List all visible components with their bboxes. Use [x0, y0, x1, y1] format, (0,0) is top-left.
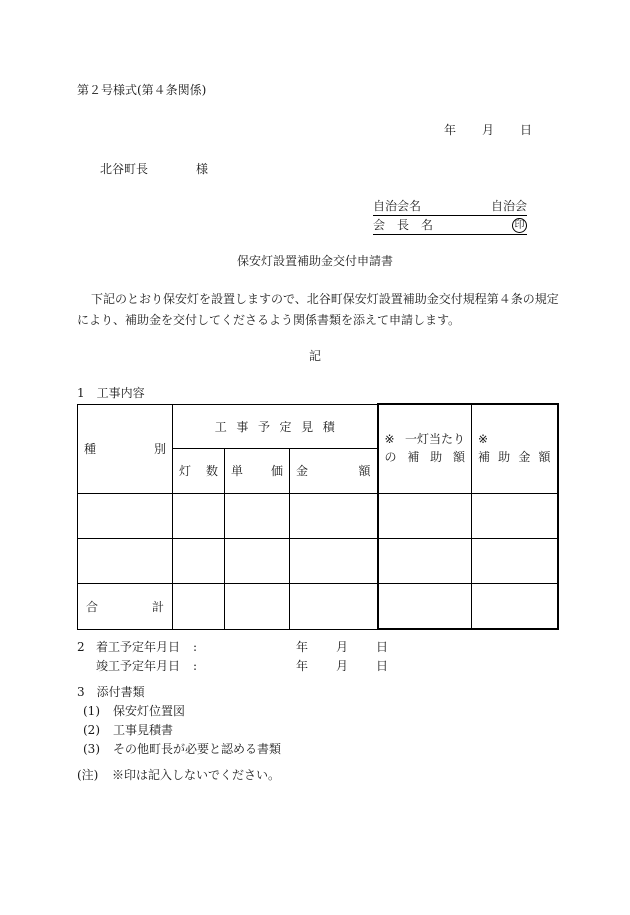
light-count-header: 灯 数	[173, 448, 225, 493]
type-cell[interactable]	[78, 538, 173, 583]
unit-price-cell[interactable]	[225, 538, 290, 583]
association-label: 自治会名	[373, 199, 422, 213]
unit-price-cell[interactable]	[225, 493, 290, 538]
ki-heading: 記	[308, 349, 321, 363]
total-per-light-cell[interactable]	[378, 583, 472, 629]
estimate-header: 工 事 予 定 見 積	[173, 404, 378, 448]
start-date-field[interactable]: 年 月 日	[296, 640, 389, 654]
date-line	[444, 124, 532, 136]
addressee-name: 北谷町長	[100, 162, 149, 176]
start-date-colon: :	[193, 640, 198, 654]
table-row	[78, 493, 558, 538]
end-date-field[interactable]: 年 月 日	[296, 659, 389, 673]
subsidy-cell[interactable]	[472, 493, 558, 538]
section-1-heading: 1 工事内容	[77, 386, 145, 400]
type-header: 種 別	[78, 404, 173, 493]
president-label: 会 長 名	[373, 218, 434, 232]
per-light-cell[interactable]	[378, 538, 472, 583]
total-label: 合 計	[78, 583, 173, 629]
addressee	[100, 163, 208, 175]
total-amount-cell[interactable]	[290, 583, 378, 629]
form-number: 第２号様式(第４条関係)	[77, 83, 207, 97]
footnote: (注) ※印は記入しないでください。	[77, 768, 281, 782]
document-title: 保安灯設置補助金交付申請書	[236, 254, 393, 268]
end-date-label: 竣工予定年月日	[96, 659, 181, 673]
association-name-field[interactable]	[373, 198, 527, 216]
end-date-colon: :	[193, 659, 198, 673]
date-year: 年	[444, 123, 457, 137]
start-date-label: 着工予定年月日	[96, 640, 181, 654]
table-row	[78, 538, 558, 583]
total-count-cell[interactable]	[173, 583, 225, 629]
per-light-subsidy-header: ※ 一灯当たり の 補 助 額	[378, 404, 472, 493]
total-unit-price-cell[interactable]	[225, 583, 290, 629]
type-cell[interactable]	[78, 493, 173, 538]
work-content-table	[77, 403, 559, 630]
amount-cell[interactable]	[290, 493, 378, 538]
amount-header: 金 額	[290, 448, 378, 493]
date-month: 月	[482, 123, 495, 137]
subsidy-cell[interactable]	[472, 538, 558, 583]
per-light-cell[interactable]	[378, 493, 472, 538]
total-subsidy-cell[interactable]	[472, 583, 558, 629]
count-cell[interactable]	[173, 538, 225, 583]
body-line-2: により、補助金を交付してくださるよう関係書類を添えて申請します。	[77, 313, 461, 327]
total-row	[78, 583, 558, 629]
body-line-1: 下記のとおり保安灯を設置しますので、北谷町保安灯設置補助金交付規程第４条の規定	[91, 292, 559, 306]
association-suffix: 自治会	[490, 199, 527, 213]
count-cell[interactable]	[173, 493, 225, 538]
applicant-block	[373, 198, 527, 236]
list-item: (2) 工事見積書	[83, 723, 174, 737]
seal-mark: 印	[512, 218, 527, 233]
list-item: (3) その他町長が必要と認める書類	[83, 742, 282, 756]
unit-price-header: 単 価	[225, 448, 290, 493]
section-3-heading: 3 添付書類	[77, 685, 145, 699]
list-item: (1) 保安灯位置図	[83, 704, 186, 718]
date-day: 日	[520, 123, 533, 137]
amount-cell[interactable]	[290, 538, 378, 583]
president-name-field[interactable]	[373, 217, 527, 235]
subsidy-amount-header: ※ 補 助 金 額	[472, 404, 558, 493]
section-2-number: 2	[77, 640, 85, 654]
addressee-honorific: 様	[196, 162, 209, 176]
